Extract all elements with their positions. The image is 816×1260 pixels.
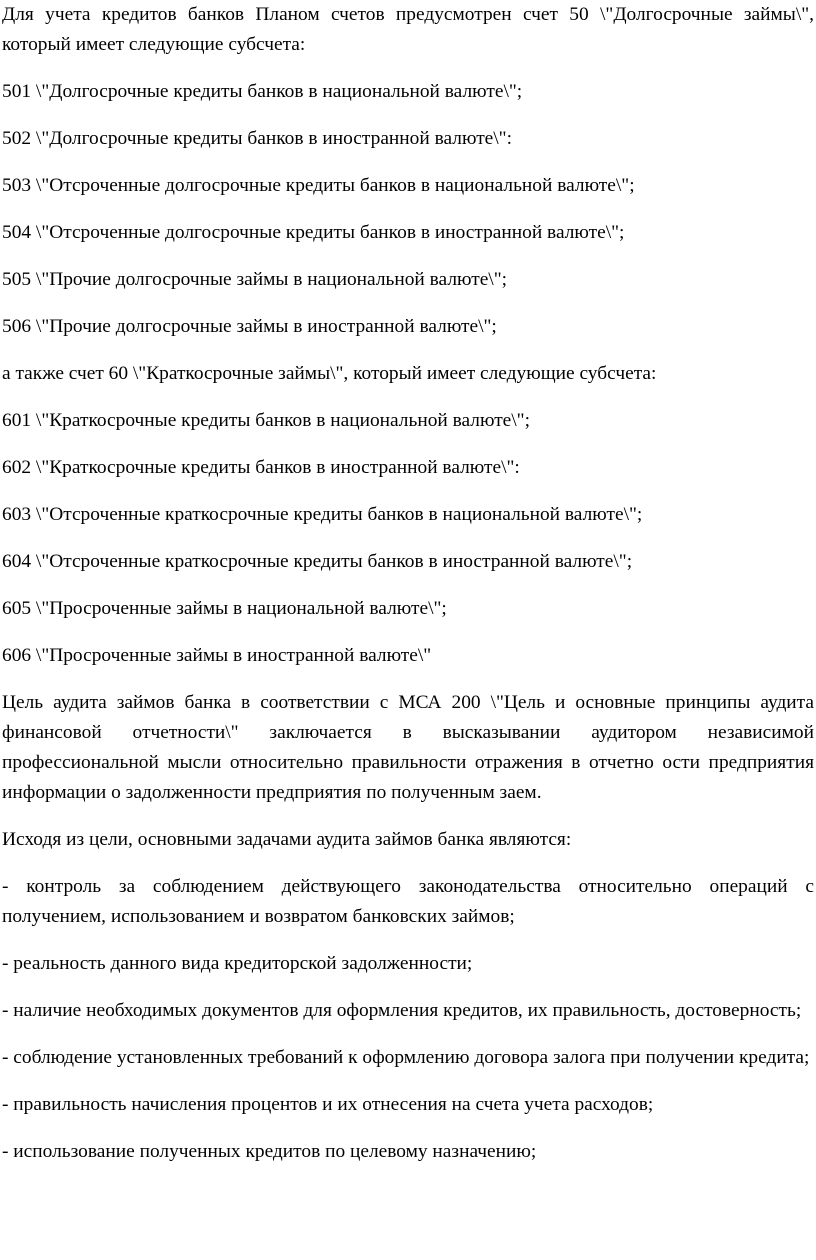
task-item: - правильность начисления процентов и их отнесения на счета учета расходов; bbox=[2, 1094, 654, 1115]
subaccount-604: 604 \"Отсроченные краткосрочные кредиты банков в иностранной валюте\"; bbox=[2, 551, 633, 572]
subaccount-601: 601 \"Краткосрочные кредиты банков в национальной валюте\"; bbox=[2, 410, 530, 431]
task-item: - контроль за соблюдением действующего законодательства относительно операций с получением, использованием и возвратом банковских займов; bbox=[2, 876, 814, 927]
subaccount-606: 606 \"Просроченные займы в иностранной валюте\" bbox=[2, 645, 432, 666]
subaccount-503: 503 \"Отсроченные долгосрочные кредиты банков в национальной валюте\"; bbox=[2, 175, 635, 196]
task-item: - соблюдение установленных требований к оформлению договора залога при получении кредита; bbox=[2, 1047, 810, 1068]
task-item: - реальность данного вида кредиторской задолженности; bbox=[2, 953, 473, 974]
subaccount-602: 602 \"Краткосрочные кредиты банков в иностранной валюте\": bbox=[2, 457, 520, 478]
task-item: - наличие необходимых документов для оформления кредитов, их правильность, достоверность; bbox=[2, 1000, 802, 1021]
subaccount-506: 506 \"Прочие долгосрочные займы в иностранной валюте\"; bbox=[2, 316, 497, 337]
subaccount-502: 502 \"Долгосрочные кредиты банков в иностранной валюте\": bbox=[2, 128, 512, 149]
subaccount-605: 605 \"Просроченные займы в национальной валюте\"; bbox=[2, 598, 447, 619]
account-60-paragraph: а также счет 60 \"Краткосрочные займы\", который имеет следующие субсчета: bbox=[2, 363, 657, 384]
subaccount-504: 504 \"Отсроченные долгосрочные кредиты банков в иностранной валюте\"; bbox=[2, 222, 625, 243]
task-item: - использование полученных кредитов по целевому назначению; bbox=[2, 1141, 537, 1162]
subaccount-501: 501 \"Долгосрочные кредиты банков в национальной валюте\"; bbox=[2, 81, 523, 102]
audit-goal-paragraph: Цель аудита займов банка в соответствии с МСА 200 \"Цель и основные принципы аудита финансовой отчетности\" заключается в высказывании аудитором независимой профессиональной мысли относительно правильности отражения в отчетно ости предприятия информации о задолженности предприятия по полученным заем. bbox=[2, 692, 814, 803]
subaccount-603: 603 \"Отсроченные краткосрочные кредиты банков в национальной валюте\"; bbox=[2, 504, 643, 525]
intro-paragraph: Для учета кредитов банков Планом счетов предусмотрен счет 50 \"Долгосрочные займы\", который имеет следующие субсчета: bbox=[2, 4, 814, 55]
audit-tasks-heading: Исходя из цели, основными задачами аудита займов банка являются: bbox=[2, 829, 572, 850]
subaccount-505: 505 \"Прочие долгосрочные займы в национальной валюте\"; bbox=[2, 269, 507, 290]
